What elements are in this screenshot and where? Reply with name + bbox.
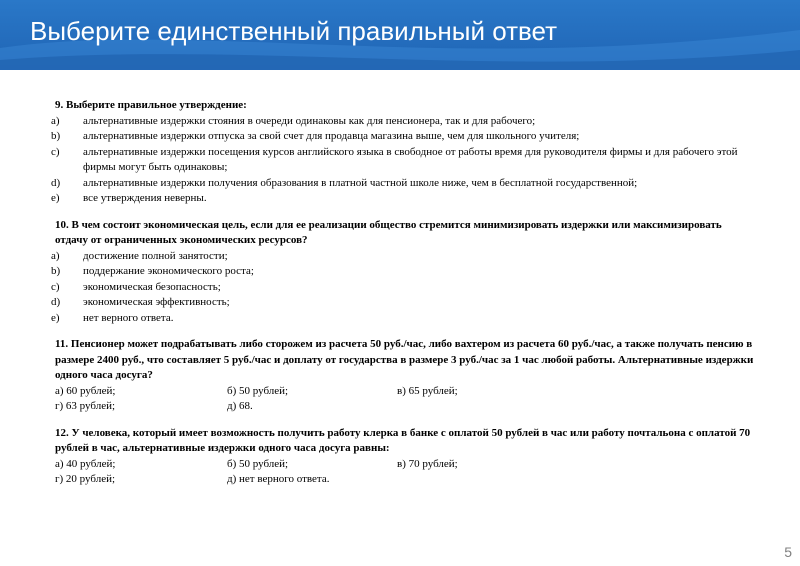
option-item [51,114,755,130]
option-text: в) 65 рублей; [397,384,458,397]
question-text: 10. В чем состоит экономическая цель, если для ее реализации общество стремится минимизировать издержки или максимизировать отдачу от ограниченных экономических ресурсов? [55,218,722,246]
option-marker: a) [51,114,60,127]
question-9 [51,98,755,207]
option-text: г) 20 рублей; [55,473,116,485]
option-marker: c) [51,280,60,293]
option-marker: b) [51,130,61,142]
options-list [51,249,755,327]
option-text: д) нет верного ответа. [227,473,330,485]
option-marker: e) [51,192,60,204]
question-text: 11. Пенсионер может подрабатывать либо сторожем из расчета 50 руб./час, либо вахтером из расчета 60 руб./час, а также получать пенсию в размере 2400 руб., что составляет 5 руб./час и доплату от государства в размере 3 руб./час за 1 час любой работы. Альтернативные издержки одного часа досуга? [55,338,754,381]
option-item [51,311,755,327]
option-text: альтернативные издержки отпуска за свой счет для продавца магазина выше, чем для школьного учителя; [83,130,580,142]
question-12 [55,426,755,488]
options-grid [55,384,755,415]
option-text: экономическая эффективность; [83,296,230,308]
option-text: д) 68. [227,400,253,412]
options-grid [55,457,755,488]
option-marker: d) [51,296,61,308]
option-marker: c) [51,145,60,158]
option-text: в) 70 рублей; [397,457,458,470]
option-text: все утверждения неверны. [83,192,207,204]
questions-content [51,98,755,499]
option-text: г) 63 рублей; [55,400,116,412]
option-text: альтернативные издержки получения образования в платной частной школе ниже, чем в бесплатной государственной; [83,176,638,189]
page-title: Выберите единственный правильный ответ [30,16,558,46]
option-item [51,129,755,145]
option-text: а) 40 рублей; [55,457,116,470]
option-text: б) 50 рублей; [227,384,289,397]
option-item [51,145,755,176]
option-item [51,191,755,207]
page-number: 5 [784,544,792,560]
question-11 [55,337,755,415]
option-marker: d) [51,176,61,189]
option-text: б) 50 рублей; [227,457,289,470]
options-list [51,114,755,207]
option-item [51,280,755,296]
option-item [51,264,755,280]
option-text: а) 60 рублей; [55,384,116,397]
option-text: достижение полной занятости; [83,249,228,262]
option-text: нет верного ответа. [83,311,174,324]
question-text: 12. У человека, который имеет возможность получить работу клерка в банке с оплатой 50 рублей в час или работу почтальона с оплатой 70 рублей в час, альтернативные издержки одного часа досуга равны: [55,426,751,454]
option-item [51,295,755,311]
option-marker: e) [51,311,60,324]
option-marker: a) [51,249,60,262]
option-marker: b) [51,265,61,277]
header-bar [0,0,800,70]
option-text: поддержание экономического роста; [83,265,254,277]
option-item [51,176,755,192]
option-text: экономическая безопасность; [83,280,221,293]
option-item [51,249,755,265]
question-text: 9. Выберите правильное утверждение: [55,99,247,111]
question-10 [51,218,755,327]
option-text: альтернативные издержки стояния в очереди одинаковы как для пенсионера, так и для рабочего; [83,114,536,127]
option-text: альтернативные издержки посещения курсов английского языка в свободное от работы время для руководителя фирмы и для рабочего этой фирмы могут быть одинаковы; [83,145,738,173]
